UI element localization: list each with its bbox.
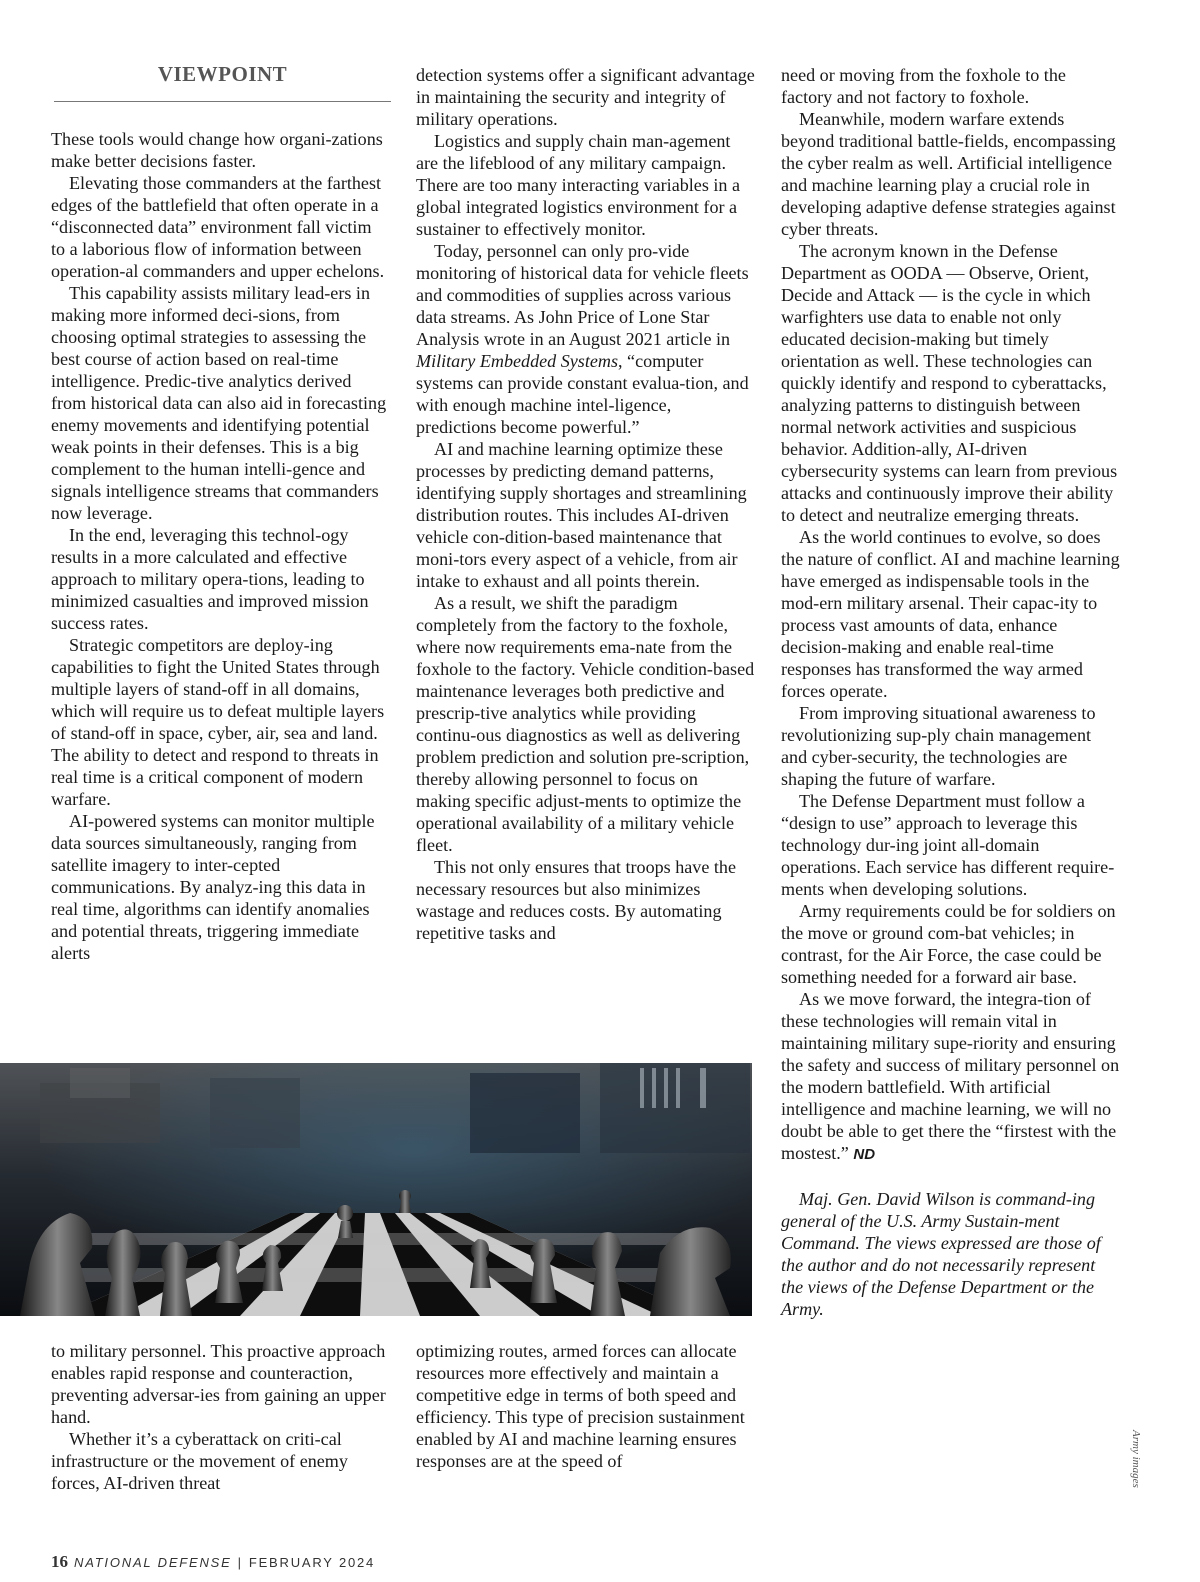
paragraph: to military personnel. This proactive approach enables rapid response and counteraction, preventing adversar-ies from gaining an upper hand. [51, 1341, 386, 1427]
paragraph: This capability assists military lead-ers in making more informed deci-sions, from choosing optimal strategies to assessing the best course of action based on real-time intelligence. Predic-tive analytics derived from historical data can also aid in forecasting enemy movements and identifying potential weak points in their defenses. This is a big complement to the human intelli-gence and signals intelligence streams that commanders now leverage. [51, 283, 387, 523]
paragraph: Whether it’s a cyberattack on criti-cal infrastructure or the movement of enemy forces, AI-driven threat [51, 1429, 348, 1493]
paragraph: As a result, we shift the paradigm completely from the factory to the foxhole, where now requirements ema-nate from the foxhole to the factory. Vehicle condition-based maintenance leverages both predictive and prescrip-tive analytics while providing continu-ous diagnostics as well as delivering problem prediction and solution pre-scription, thereby allowing personnel to focus on making specific adjust-ments to optimize the operational availability of a military vehicle fleet. [416, 593, 755, 855]
paragraph: From improving situational awareness to revolutionizing sup-ply chain management and cyber-security, the technologies are shaping the future of warfare. [781, 703, 1096, 789]
article-column-1-continued [51, 1340, 389, 1494]
page-footer [51, 1552, 375, 1572]
paragraph: These tools would change how organi-zations make better decisions faster. [51, 129, 383, 171]
article-column-1 [51, 128, 389, 964]
paragraph: Logistics and supply chain man-agement are the lifeblood of any military campaign. There are too many interacting variables in a global integrated logistics environment for a sustainer to effectively monitor. [416, 131, 741, 239]
paragraph: AI-powered systems can monitor multiple data sources simultaneously, ranging from satellite imagery to inter-cepted communications. By analyz-ing this data in real time, algorithms can identify anomalies and potential threats, triggering immediate alerts [51, 811, 375, 963]
issue-date: FEBRUARY 2024 [248, 1555, 376, 1570]
paragraph: Strategic competitors are deploy-ing capabilities to fight the United States through multiple layers of stand-off in all domains, which will require us to defeat multiple layers of stand-off in space, cyber, air, sea and land. The ability to detect and respond to threats in real time is a critical component of modern warfare. [51, 635, 385, 809]
image-credit: Army images [1130, 1430, 1142, 1488]
author-bio: Maj. Gen. David Wilson is command-ing general of the U.S. Army Sustain-ment Command. The views expressed are those of the author and do not necessarily represent the views of the Defense Department or the Army. [781, 1189, 1101, 1319]
illustration-graphic [0, 1063, 752, 1316]
publication-title: Military Embedded Systems [416, 351, 618, 371]
paragraph-text: As we move forward, the integra-tion of these technologies will remain vital in maintaining military supe-riority and ensuring the safety and success of military personnel on the modern battlefield. With artificial intelligence and machine learning, we will no doubt be able to get there the “firstest with the mostest.” [781, 989, 1120, 1163]
paragraph: The acronym known in the Defense Department as OODA — Observe, Orient, Decide and Attack — is the cycle in which warfighters use data to enable not only educated decision-making but timely orientation as well. These technologies can quickly identify and respond to cyberattacks, analyzing patterns to distinguish between normal network activities and suspicious behavior. Addition-ally, AI-driven cybersecurity systems can learn from previous attacks and continuously improve their ability to detect and neutralize emerging threats. [781, 241, 1118, 525]
footer-separator: | [237, 1555, 243, 1570]
paragraph: Elevating those commanders at the farthest edges of the battlefield that often operate in a “disconnected data” environment fall victim to a laborious flow of information between operation-al commanders and upper echelons. [51, 173, 385, 281]
section-divider [54, 101, 391, 102]
paragraph [416, 240, 756, 438]
paragraph: The Defense Department must follow a “design to use” approach to leverage this technology dur-ing joint all-domain operations. Each service has different require-ments when developing solutions. [781, 791, 1115, 899]
end-mark: ND [853, 1146, 876, 1163]
paragraph-text: Today, personnel can only pro-vide monitoring of historical data for vehicle fleets and commodities of supplies across various data streams. As John Price of Lone Star Analysis wrote in an August 2021 article in [416, 241, 749, 349]
article-column-3 [781, 64, 1121, 1320]
article-column-2-continued [416, 1340, 756, 1472]
paragraph: In the end, leveraging this technol-ogy results in a more calculated and effective approach to military opera-tions, leading to minimized casualties and improved mission success rates. [51, 525, 369, 633]
paragraph: need or moving from the foxhole to the factory and not factory to foxhole. [781, 65, 1066, 107]
paragraph: Army requirements could be for soldiers on the move or ground com-bat vehicles; in contrast, for the Air Force, the case could be something needed for a forward air base. [781, 901, 1116, 987]
paragraph: This not only ensures that troops have the necessary resources but also minimizes wastage and reduces costs. By automating repetitive tasks and [416, 857, 737, 943]
section-label: VIEWPOINT [157, 62, 288, 86]
publication-name: NATIONAL DEFENSE [74, 1555, 232, 1570]
article-column-2 [416, 64, 756, 944]
paragraph [781, 988, 1121, 1166]
paragraph: detection systems offer a significant advantage in maintaining the security and integrity of military operations. [416, 65, 755, 129]
paragraph: As the world continues to evolve, so does the nature of conflict. AI and machine learning have emerged as indispensable tools in the mod-ern military arsenal. Their capac-ity to process vast amounts of data, enhance decision-making and enable real-time responses has transformed the way armed forces operate. [781, 527, 1120, 701]
quote-text: , “computer systems can provide constant evalua-tion, and with enough machine intel-ligence, predictions become powerful.” [416, 351, 749, 437]
paragraph: AI and machine learning optimize these processes by predicting demand patterns, identifying supply shortages and streamlining distribution routes. This includes AI-driven vehicle con-dition-based maintenance that moni-tors every aspect of a vehicle, from air intake to exhaust and all points therein. [416, 439, 747, 591]
page-number: 16 [51, 1552, 68, 1571]
chessboard-illustration [0, 1063, 752, 1316]
paragraph: Meanwhile, modern warfare extends beyond traditional battle-fields, encompassing the cyber realm as well. Artificial intelligence and machine learning play a crucial role in developing adaptive defense strategies against cyber threats. [781, 109, 1116, 239]
paragraph: optimizing routes, armed forces can allocate resources more effectively and maintain a competitive edge in terms of both speed and efficiency. This type of precision sustainment enabled by AI and machine learning ensures responses are at the speed of [416, 1341, 745, 1471]
